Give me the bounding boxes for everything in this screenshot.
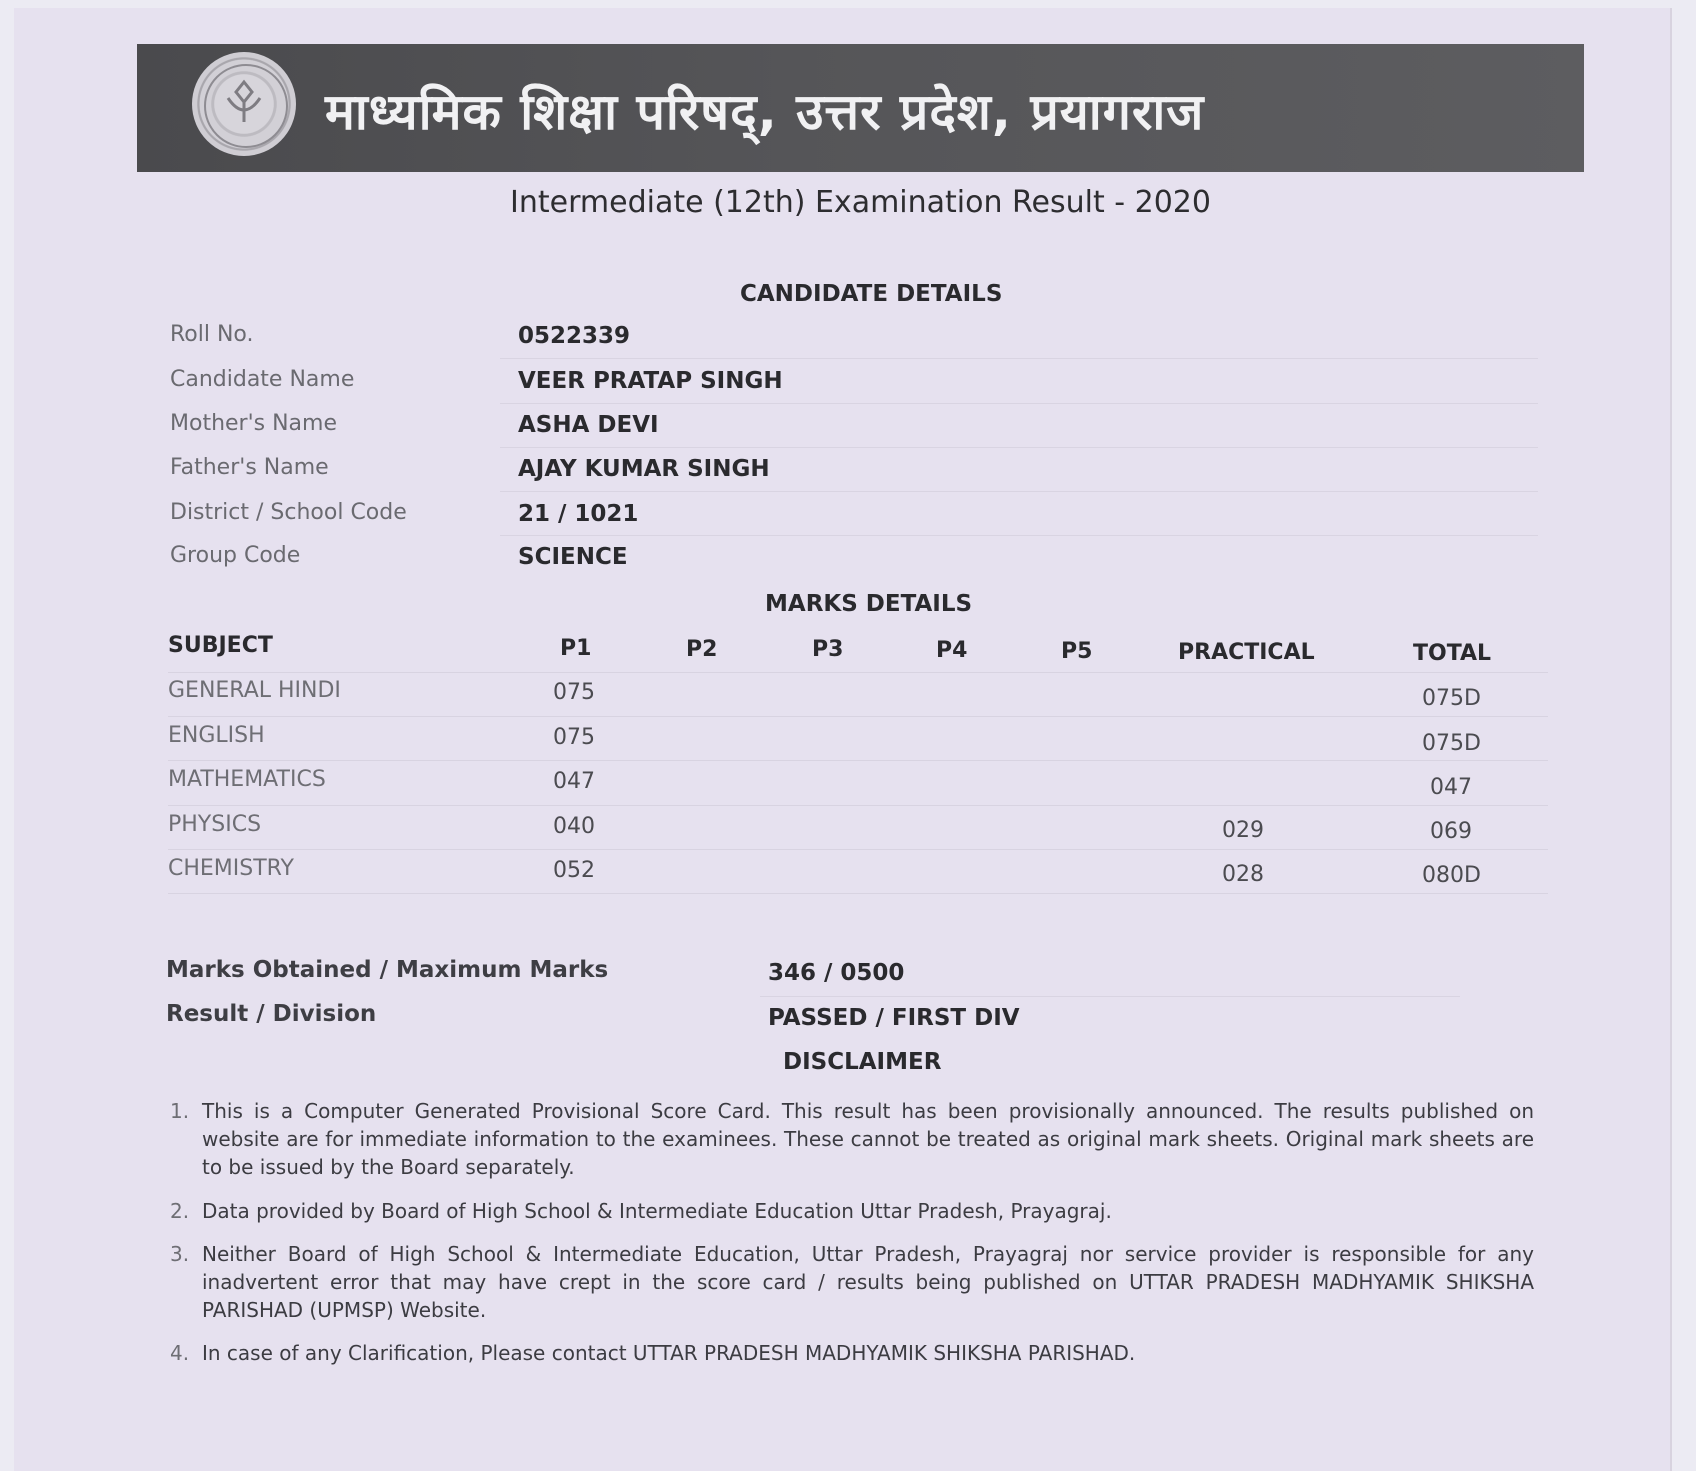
row-divider (500, 535, 1538, 536)
total-mark: 075D (1422, 686, 1481, 711)
total-mark: 080D (1422, 863, 1481, 888)
practical-mark: 028 (1222, 862, 1264, 887)
disclaimer-item (170, 1097, 1534, 1181)
disclaimer-item (170, 1197, 1534, 1225)
marks-details-heading: MARKS DETAILS (765, 591, 973, 617)
disclaimer-item (170, 1339, 1534, 1367)
disclaimer-item (170, 1240, 1534, 1324)
disclaimer-text: In case of any Clarification, Please contact UTTAR PRADESH MADHYAMIK SHIKSHA PARISHAD. (202, 1341, 1136, 1365)
disclaimer-text: Neither Board of High School & Intermediate Education, Uttar Pradesh, Prayagraj nor service provider is responsible for any inadvertent error that may have crept in the score card / results being published on UTTAR PRADESH MADHYAMIK SHIKSHA PARISHAD (UPMSP) Website. (202, 1242, 1534, 1322)
board-title-hindi: माध्यमिक शिक्षा परिषद्, उत्तर प्रदेश, प्रयागराज (325, 83, 1205, 141)
row-divider (500, 447, 1538, 448)
column-header-p1: P1 (560, 636, 592, 661)
subject-name: PHYSICS (168, 812, 262, 837)
candidate-name-label: Candidate Name (170, 367, 355, 392)
board-seal-icon (192, 52, 296, 156)
disclaimer-number: 2. (170, 1199, 190, 1223)
row-divider (500, 358, 1538, 359)
row-divider (168, 716, 1548, 717)
group-code-value: SCIENCE (518, 544, 628, 570)
mothers-name-value: ASHA DEVI (518, 412, 659, 438)
subject-name: GENERAL HINDI (168, 678, 341, 703)
p1-mark: 075 (553, 680, 595, 705)
p1-mark: 052 (553, 858, 595, 883)
exam-title: Intermediate (12th) Examination Result - 2020 (510, 185, 1211, 220)
candidate-details-heading: CANDIDATE DETAILS (740, 281, 1003, 307)
result-division-label: Result / Division (166, 1001, 377, 1027)
row-divider (760, 996, 1460, 997)
marks-obtained-label: Marks Obtained / Maximum Marks (166, 957, 609, 983)
column-header-p5: P5 (1061, 639, 1093, 664)
roll-no-value: 0522339 (518, 323, 631, 349)
p1-mark: 040 (553, 814, 595, 839)
disclaimer-heading: DISCLAIMER (783, 1049, 942, 1075)
candidate-name-value: VEER PRATAP SINGH (518, 368, 783, 394)
result-division-value: PASSED / FIRST DIV (768, 1005, 1020, 1031)
row-divider (168, 672, 1548, 673)
disclaimer-number: 1. (170, 1099, 190, 1123)
row-divider (500, 403, 1538, 404)
row-divider (168, 805, 1548, 806)
subject-name: MATHEMATICS (168, 767, 326, 792)
disclaimer-number: 4. (170, 1341, 190, 1365)
row-divider (168, 849, 1548, 850)
column-header-total: TOTAL (1413, 641, 1492, 666)
p1-mark: 047 (553, 769, 595, 794)
column-header-p2: P2 (686, 637, 718, 662)
column-header-p3: P3 (812, 637, 844, 662)
subject-name: CHEMISTRY (168, 856, 294, 881)
total-mark: 047 (1430, 775, 1472, 800)
district-school-code-value: 21 / 1021 (518, 501, 639, 527)
row-divider (168, 893, 1548, 894)
column-header-practical: PRACTICAL (1178, 640, 1315, 665)
disclaimer-number: 3. (170, 1242, 190, 1266)
column-header-subject: SUBJECT (168, 633, 273, 658)
marks-obtained-value: 346 / 0500 (768, 960, 905, 986)
mothers-name-label: Mother's Name (170, 411, 337, 436)
row-divider (500, 491, 1538, 492)
disclaimer-text: Data provided by Board of High School & Intermediate Education Uttar Pradesh, Prayagraj. (202, 1199, 1112, 1223)
column-header-p4: P4 (936, 638, 968, 663)
total-mark: 075D (1422, 731, 1481, 756)
fathers-name-label: Father's Name (170, 455, 329, 480)
p1-mark: 075 (553, 725, 595, 750)
district-school-code-label: District / School Code (170, 500, 407, 525)
total-mark: 069 (1430, 819, 1472, 844)
disclaimer-text: This is a Computer Generated Provisional Score Card. This result has been provisionally announced. The results published on website are for immediate information to the examinees. These cannot be treated as original mark sheets. Original mark sheets are to be issued by the Board separately. (202, 1099, 1534, 1179)
fathers-name-value: AJAY KUMAR SINGH (518, 456, 770, 482)
row-divider (168, 760, 1548, 761)
roll-no-label: Roll No. (170, 322, 254, 347)
practical-mark: 029 (1222, 818, 1264, 843)
subject-name: ENGLISH (168, 723, 265, 748)
group-code-label: Group Code (170, 543, 301, 568)
